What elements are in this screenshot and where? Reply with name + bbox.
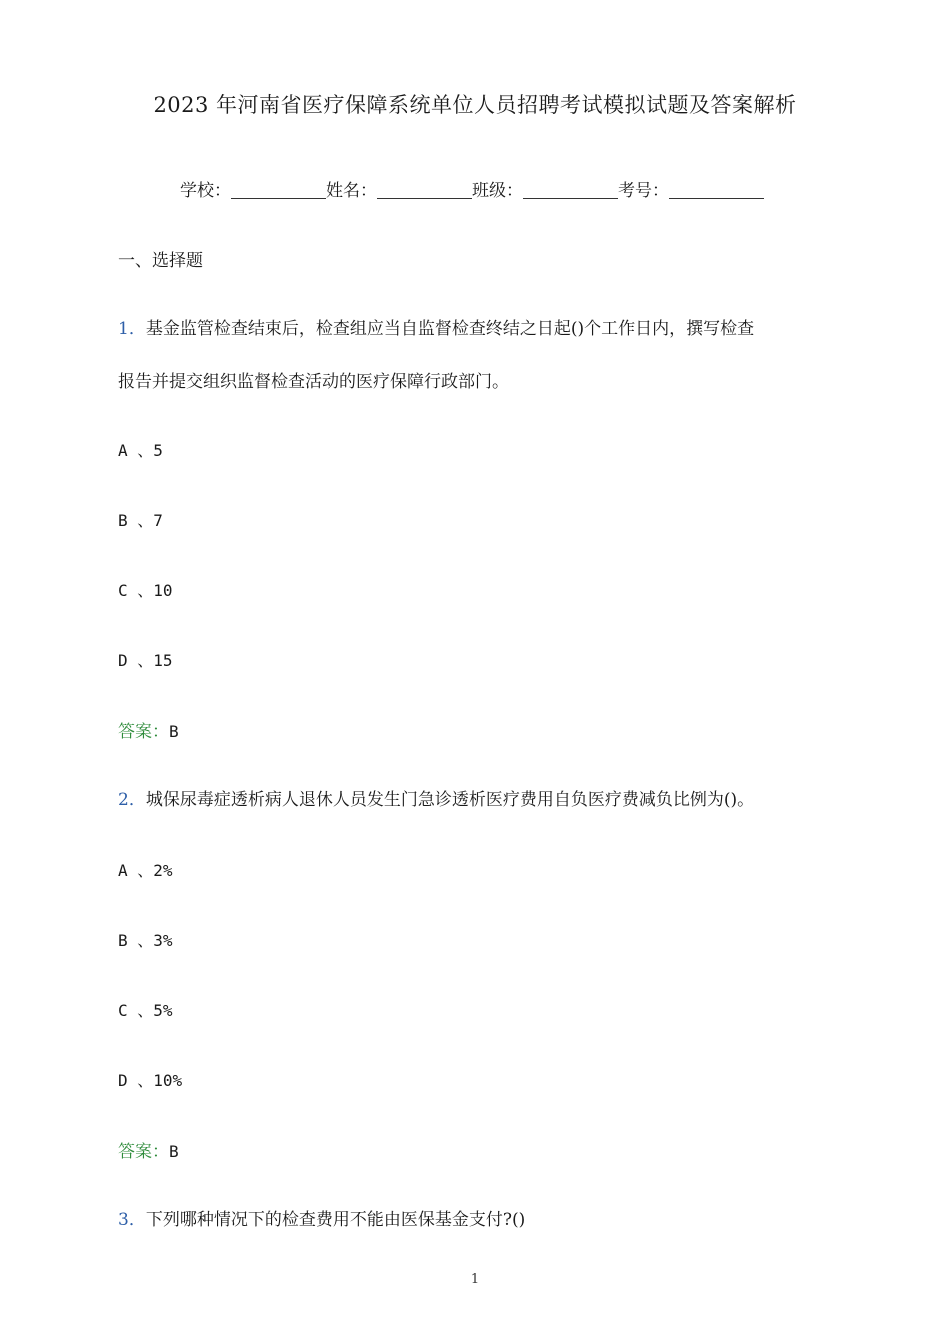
school-blank <box>231 180 326 199</box>
option-d: D 、10% <box>118 1071 183 1090</box>
document-title: 2023 年河南省医疗保障系统单位人员招聘考试模拟试题及答案解析 <box>153 93 797 117</box>
answer-value: B <box>169 1142 179 1161</box>
exam-no-label: 考号： <box>618 181 669 201</box>
class-label: 班级： <box>472 181 523 201</box>
question-1-line-1 <box>118 314 754 344</box>
exam-no-blank <box>669 180 764 199</box>
page-number: 1 <box>470 1272 480 1287</box>
option-a: A 、5 <box>118 441 163 460</box>
question-text: 城保尿毒症透析病人退休人员发生门急诊透析医疗费用自负医疗费减负比例为()。 <box>145 790 755 810</box>
name-label: 姓名： <box>326 181 377 201</box>
answer-label: 答案： <box>118 722 169 742</box>
question-3-line-1 <box>118 1205 525 1235</box>
class-blank <box>523 180 618 199</box>
option-c: C 、5% <box>118 1001 173 1020</box>
option-d: D 、15 <box>118 651 173 670</box>
answer-label: 答案： <box>118 1142 169 1162</box>
question-number: 3． <box>118 1210 146 1230</box>
option-a: A 、2% <box>118 861 173 880</box>
question-1-line-2: 报告并提交组织监督检查活动的医疗保障行政部门。 <box>118 372 509 392</box>
option-c: C 、10 <box>118 581 173 600</box>
question-number: 1． <box>118 319 146 339</box>
section-heading: 一、选择题 <box>118 251 203 271</box>
option-b: B 、7 <box>118 511 163 530</box>
answer-value: B <box>169 722 179 741</box>
answer-1 <box>118 717 179 742</box>
question-number: 2． <box>118 790 146 810</box>
question-text: 基金监管检查结束后，检查组应当自监督检查终结之日起()个工作日内，撰写检查 <box>145 319 755 339</box>
question-text: 下列哪种情况下的检查费用不能由医保基金支付?() <box>145 1210 526 1230</box>
option-b: B 、3% <box>118 931 173 950</box>
name-blank <box>377 180 472 199</box>
answer-2 <box>118 1137 179 1162</box>
question-2-line-1 <box>118 785 754 815</box>
student-info-line <box>180 176 764 201</box>
school-label: 学校： <box>180 181 231 201</box>
